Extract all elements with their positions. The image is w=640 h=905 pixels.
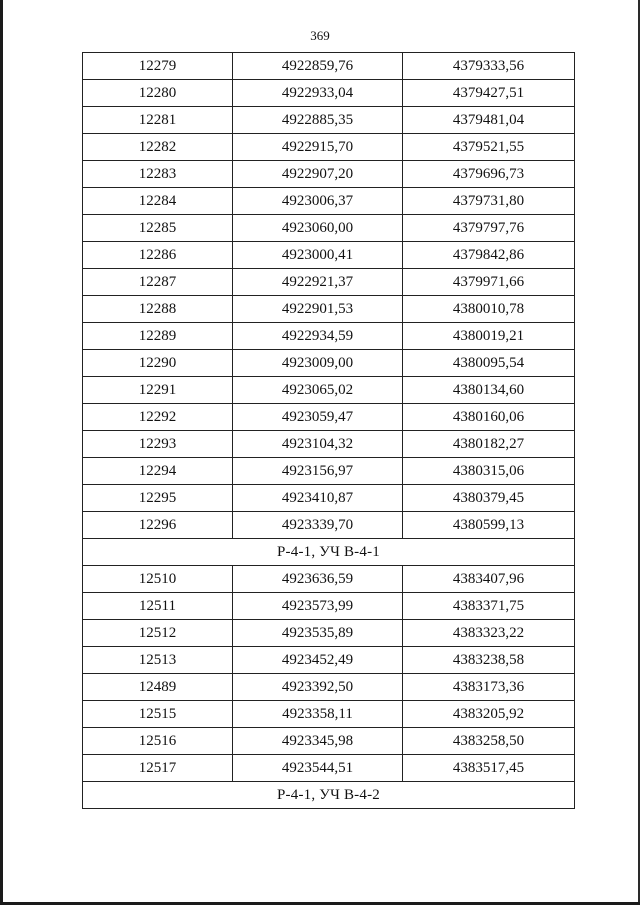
table-row <box>83 593 575 620</box>
x-coordinate-cell: 4923358,11 <box>233 701 403 728</box>
y-coordinate-cell: 4380134,60 <box>403 377 575 404</box>
y-coordinate-cell: 4383205,92 <box>403 701 575 728</box>
x-coordinate-cell: 4923065,02 <box>233 377 403 404</box>
section-header-row <box>83 539 575 566</box>
point-number-cell: 12292 <box>83 404 233 431</box>
section-title: Р-4-1, УЧ В-4-1 <box>83 539 575 566</box>
x-coordinate-cell: 4923060,00 <box>233 215 403 242</box>
coordinates-table-body <box>83 53 575 809</box>
y-coordinate-cell: 4380010,78 <box>403 296 575 323</box>
y-coordinate-cell: 4380160,06 <box>403 404 575 431</box>
point-number-cell: 12283 <box>83 161 233 188</box>
y-coordinate-cell: 4380182,27 <box>403 431 575 458</box>
x-coordinate-cell: 4923000,41 <box>233 242 403 269</box>
x-coordinate-cell: 4922915,70 <box>233 134 403 161</box>
table-row <box>83 755 575 782</box>
point-number-cell: 12285 <box>83 215 233 242</box>
x-coordinate-cell: 4923573,99 <box>233 593 403 620</box>
y-coordinate-cell: 4379797,76 <box>403 215 575 242</box>
y-coordinate-cell: 4379333,56 <box>403 53 575 80</box>
y-coordinate-cell: 4383173,36 <box>403 674 575 701</box>
y-coordinate-cell: 4379842,86 <box>403 242 575 269</box>
table-row <box>83 350 575 377</box>
table-row <box>83 404 575 431</box>
table-row <box>83 458 575 485</box>
point-number-cell: 12282 <box>83 134 233 161</box>
point-number-cell: 12516 <box>83 728 233 755</box>
x-coordinate-cell: 4923410,87 <box>233 485 403 512</box>
y-coordinate-cell: 4380315,06 <box>403 458 575 485</box>
table-row <box>83 485 575 512</box>
point-number-cell: 12284 <box>83 188 233 215</box>
point-number-cell: 12289 <box>83 323 233 350</box>
point-number-cell: 12290 <box>83 350 233 377</box>
table-row <box>83 134 575 161</box>
point-number-cell: 12295 <box>83 485 233 512</box>
point-number-cell: 12517 <box>83 755 233 782</box>
y-coordinate-cell: 4383517,45 <box>403 755 575 782</box>
y-coordinate-cell: 4383407,96 <box>403 566 575 593</box>
x-coordinate-cell: 4922933,04 <box>233 80 403 107</box>
point-number-cell: 12511 <box>83 593 233 620</box>
y-coordinate-cell: 4383258,50 <box>403 728 575 755</box>
table-row <box>83 323 575 350</box>
point-number-cell: 12288 <box>83 296 233 323</box>
x-coordinate-cell: 4922885,35 <box>233 107 403 134</box>
page-number: 369 <box>310 28 330 43</box>
point-number-cell: 12510 <box>83 566 233 593</box>
point-number-cell: 12512 <box>83 620 233 647</box>
table-row <box>83 431 575 458</box>
x-coordinate-cell: 4922921,37 <box>233 269 403 296</box>
table-row <box>83 269 575 296</box>
point-number-cell: 12489 <box>83 674 233 701</box>
x-coordinate-cell: 4922907,20 <box>233 161 403 188</box>
x-coordinate-cell: 4923392,50 <box>233 674 403 701</box>
table-row <box>83 728 575 755</box>
x-coordinate-cell: 4923452,49 <box>233 647 403 674</box>
point-number-cell: 12279 <box>83 53 233 80</box>
table-row <box>83 161 575 188</box>
y-coordinate-cell: 4380019,21 <box>403 323 575 350</box>
table-row <box>83 620 575 647</box>
y-coordinate-cell: 4380095,54 <box>403 350 575 377</box>
x-coordinate-cell: 4923339,70 <box>233 512 403 539</box>
point-number-cell: 12286 <box>83 242 233 269</box>
x-coordinate-cell: 4923345,98 <box>233 728 403 755</box>
table-row <box>83 242 575 269</box>
table-row <box>83 701 575 728</box>
point-number-cell: 12294 <box>83 458 233 485</box>
x-coordinate-cell: 4923544,51 <box>233 755 403 782</box>
table-row <box>83 215 575 242</box>
y-coordinate-cell: 4383238,58 <box>403 647 575 674</box>
table-row <box>83 296 575 323</box>
table-row <box>83 674 575 701</box>
table-row <box>83 512 575 539</box>
x-coordinate-cell: 4922934,59 <box>233 323 403 350</box>
y-coordinate-cell: 4383371,75 <box>403 593 575 620</box>
section-title: Р-4-1, УЧ В-4-2 <box>83 782 575 809</box>
point-number-cell: 12281 <box>83 107 233 134</box>
x-coordinate-cell: 4922859,76 <box>233 53 403 80</box>
table-row <box>83 647 575 674</box>
table-row <box>83 80 575 107</box>
point-number-cell: 12296 <box>83 512 233 539</box>
table-row <box>83 53 575 80</box>
x-coordinate-cell: 4923009,00 <box>233 350 403 377</box>
x-coordinate-cell: 4923535,89 <box>233 620 403 647</box>
point-number-cell: 12515 <box>83 701 233 728</box>
point-number-cell: 12293 <box>83 431 233 458</box>
table-row <box>83 188 575 215</box>
y-coordinate-cell: 4379427,51 <box>403 80 575 107</box>
point-number-cell: 12287 <box>83 269 233 296</box>
x-coordinate-cell: 4923104,32 <box>233 431 403 458</box>
point-number-cell: 12513 <box>83 647 233 674</box>
page-edge-left <box>0 0 3 905</box>
y-coordinate-cell: 4379731,80 <box>403 188 575 215</box>
section-header-row <box>83 782 575 809</box>
point-number-cell: 12291 <box>83 377 233 404</box>
y-coordinate-cell: 4379696,73 <box>403 161 575 188</box>
x-coordinate-cell: 4923006,37 <box>233 188 403 215</box>
table-row <box>83 107 575 134</box>
y-coordinate-cell: 4380379,45 <box>403 485 575 512</box>
y-coordinate-cell: 4383323,22 <box>403 620 575 647</box>
x-coordinate-cell: 4923059,47 <box>233 404 403 431</box>
table-row <box>83 566 575 593</box>
y-coordinate-cell: 4379971,66 <box>403 269 575 296</box>
y-coordinate-cell: 4379481,04 <box>403 107 575 134</box>
point-number-cell: 12280 <box>83 80 233 107</box>
y-coordinate-cell: 4379521,55 <box>403 134 575 161</box>
x-coordinate-cell: 4923636,59 <box>233 566 403 593</box>
table-row <box>83 377 575 404</box>
y-coordinate-cell: 4380599,13 <box>403 512 575 539</box>
coordinates-table <box>82 52 575 809</box>
x-coordinate-cell: 4922901,53 <box>233 296 403 323</box>
x-coordinate-cell: 4923156,97 <box>233 458 403 485</box>
